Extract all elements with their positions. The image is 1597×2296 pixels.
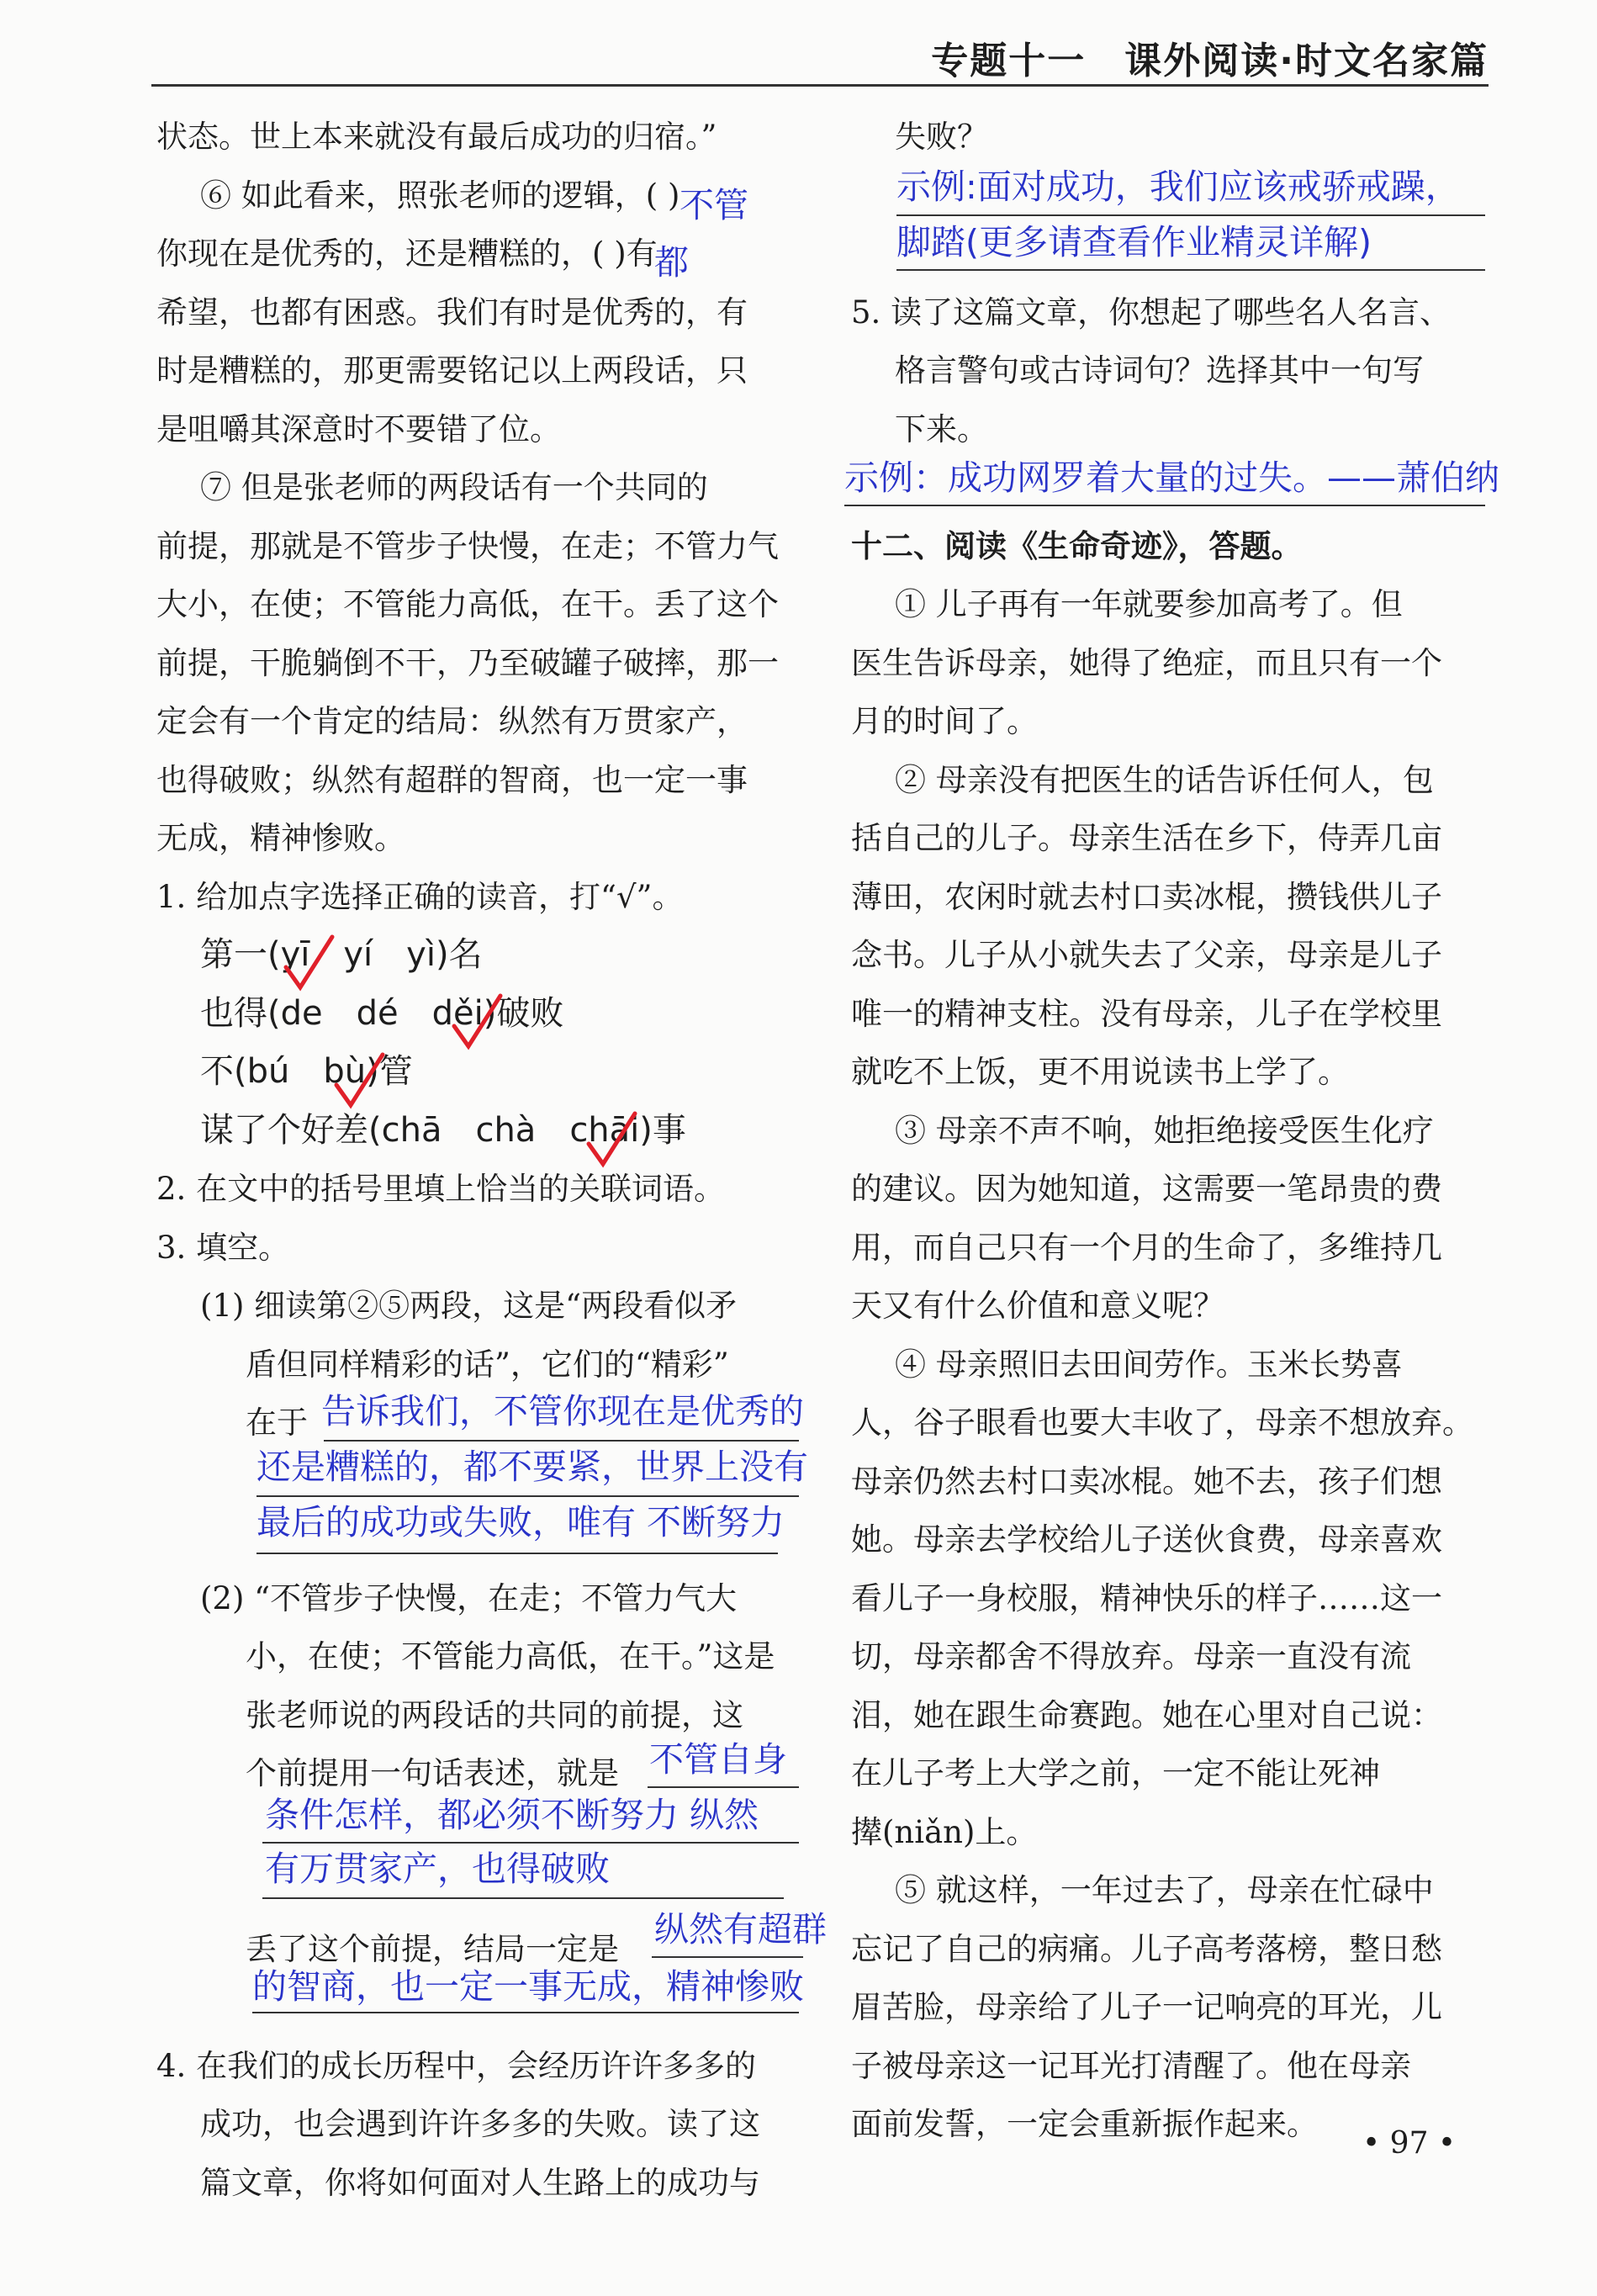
text-line: 念书。儿子从小就失去了父亲，母亲是儿子 bbox=[851, 937, 1442, 973]
handwritten-answer: 不管自身 bbox=[649, 1739, 787, 1780]
answer-underline bbox=[652, 1956, 803, 1958]
handwritten-answer: 最后的成功或失败，唯有 不断努力 bbox=[256, 1502, 785, 1542]
answer-underline bbox=[896, 269, 1485, 271]
text-line: 薄田，农闲时就去村口卖冰棍，攒钱供儿子 bbox=[851, 878, 1442, 915]
pinyin-option-line: 谋了个好差(chā chà chāi)事 bbox=[200, 1110, 686, 1150]
text-line: (1) 细读第②⑤两段，这是“两段看似矛 bbox=[200, 1288, 738, 1324]
text-line: 盾但同样精彩的话”，它们的“精彩” bbox=[246, 1346, 729, 1383]
text-line: 格言警句或古诗词句？选择其中一句写 bbox=[895, 352, 1424, 389]
question-1: 1. 给加点字选择正确的读音，打“√”。 bbox=[156, 878, 684, 915]
handwritten-answer: 有万贯家产，也得破败 bbox=[265, 1849, 610, 1889]
section-heading: 十二、阅读《生命奇迹》，答题。 bbox=[851, 526, 1303, 564]
text-line: ⑥ 如此看来，照张老师的逻辑，( ) bbox=[200, 177, 680, 214]
text-line: ⑤ 就这样，一年过去了，母亲在忙碌中 bbox=[895, 1872, 1434, 1908]
question-2: 2. 在文中的括号里填上恰当的关联词语。 bbox=[156, 1171, 726, 1207]
text-line: ② 母亲没有把医生的话告诉任何人，包 bbox=[895, 761, 1434, 798]
text-line: 在儿子考上大学之前，一定不能让死神 bbox=[851, 1755, 1380, 1791]
text-line: 成功，也会遇到许许多多的失败。读了这 bbox=[200, 2106, 760, 2142]
text-line: 前提，干脆躺倒不干，乃至破罐子破摔，那一 bbox=[156, 644, 779, 681]
text-line: ⑦ 但是张老师的两段话有一个共同的 bbox=[200, 469, 708, 505]
text-line: 前提，那就是不管步子快慢，在走；不管力气 bbox=[156, 527, 779, 564]
handwritten-answer: 不管 bbox=[680, 185, 748, 225]
text-line: 用，而自己只有一个月的生命了，多维持几 bbox=[851, 1229, 1442, 1266]
handwritten-answer: 条件怎样，都必须不断努力 纵然 bbox=[265, 1795, 759, 1835]
handwritten-answer: 告诉我们，不管你现在是优秀的 bbox=[321, 1391, 804, 1431]
handwritten-answer: 还是糟糕的，都不要紧，世界上没有 bbox=[256, 1447, 808, 1487]
handwritten-answer: 都 bbox=[654, 242, 689, 283]
text-line: 篇文章，你将如何面对人生路上的成功与 bbox=[200, 2164, 760, 2201]
answer-underline bbox=[252, 2012, 799, 2013]
check-mark-icon bbox=[584, 1110, 643, 1169]
text-line: ① 儿子再有一年就要参加高考了。但 bbox=[895, 586, 1403, 622]
text-line: (2) “不管步子快慢，在走；不管力气大 bbox=[200, 1579, 738, 1616]
text-line: 个前提用一句话表述，就是 bbox=[246, 1755, 619, 1791]
handwritten-answer: 示例:面对成功，我们应该戒骄戒躁， bbox=[896, 167, 1460, 207]
answer-underline bbox=[256, 1553, 778, 1554]
text-line: 小，在使；不管能力高低，在干。”这是 bbox=[246, 1638, 775, 1674]
handwritten-answer: 脚踏(更多请查看作业精灵详解) bbox=[896, 222, 1372, 262]
pinyin-option-line: 也得(de dé děi)破败 bbox=[200, 993, 564, 1033]
text-line: 的建议。因为她知道，这需要一笔昂贵的费 bbox=[851, 1171, 1442, 1207]
question-5: 5. 读了这篇文章，你想起了哪些名人名言、 bbox=[851, 294, 1452, 331]
handwritten-answer: 纵然有超群 bbox=[654, 1909, 827, 1949]
text-line: 天又有什么价值和意义呢？ bbox=[851, 1288, 1224, 1324]
text-line: 下来。 bbox=[895, 410, 988, 447]
text-line: 在于 bbox=[246, 1405, 308, 1441]
text-line: 希望，也都有困惑。我们有时是优秀的，有 bbox=[156, 294, 748, 331]
text-line: 撵(niǎn)上。 bbox=[851, 1813, 1038, 1850]
text-line: 月的时间了。 bbox=[851, 703, 1038, 739]
answer-underline bbox=[262, 1897, 784, 1899]
question-3: 3. 填空。 bbox=[156, 1229, 290, 1266]
answer-underline bbox=[844, 505, 1485, 506]
check-mark-icon bbox=[332, 1051, 391, 1110]
pinyin-option-line: 不(bú bù)管 bbox=[200, 1052, 413, 1091]
text-line: 丢了这个前提，结局一定是 bbox=[246, 1930, 619, 1967]
text-line: 切，母亲都舍不得放弃。母亲一直没有流 bbox=[851, 1638, 1411, 1674]
right-column bbox=[851, 108, 1490, 2154]
text-line: 唯一的精神支柱。没有母亲，儿子在学校里 bbox=[851, 995, 1442, 1032]
text-line: ③ 母亲不声不响，她拒绝接受医生化疗 bbox=[895, 1112, 1434, 1149]
text-line: 定会有一个肯定的结局：纵然有万贯家产， bbox=[156, 703, 748, 739]
text-line: 括自己的儿子。母亲生活在乡下，侍弄几亩 bbox=[851, 820, 1442, 856]
text-line: 人，谷子眼看也要大丰收了，母亲不想放弃。 bbox=[851, 1405, 1473, 1441]
text-line: 你现在是优秀的，还是糟糕的，( )有 bbox=[156, 235, 658, 272]
text-line: ④ 母亲照旧去田间劳作。玉米长势喜 bbox=[895, 1346, 1403, 1383]
text-line: 就吃不上饭，更不用说读书上学了。 bbox=[851, 1054, 1349, 1090]
text-line: 时是糟糕的，那更需要铭记以上两段话，只 bbox=[156, 352, 748, 389]
text-line: 母亲仍然去村口卖冰棍。她不去，孩子们想 bbox=[851, 1463, 1442, 1500]
text-line: 也得破败；纵然有超群的智商，也一定一事 bbox=[156, 761, 748, 798]
text-line: 子被母亲这一记耳光打清醒了。他在母亲 bbox=[851, 2047, 1411, 2084]
text-line: 无成，精神惨败。 bbox=[156, 820, 405, 856]
text-line: 张老师说的两段话的共同的前提，这 bbox=[246, 1696, 743, 1733]
text-line: 眉苦脸，母亲给了儿子一记响亮的耳光，儿 bbox=[851, 1989, 1442, 2025]
left-column bbox=[156, 108, 783, 2212]
pinyin-option-line: 第一(yī yí yì)名 bbox=[200, 935, 483, 974]
text-line: 失败？ bbox=[895, 119, 988, 155]
text-line: 医生告诉母亲，她得了绝症，而且只有一个 bbox=[851, 644, 1442, 681]
page-header bbox=[151, 25, 1489, 87]
text-line: 是咀嚼其深意时不要错了位。 bbox=[156, 410, 561, 447]
page-number: • 97 • bbox=[1362, 2126, 1457, 2161]
check-mark-icon bbox=[450, 992, 509, 1051]
check-mark-icon bbox=[282, 934, 341, 992]
text-line: 泪，她在跟生命赛跑。她在心里对自己说： bbox=[851, 1696, 1442, 1733]
text-line: 忘记了自己的病痛。儿子高考落榜，整日愁 bbox=[851, 1930, 1442, 1967]
text-line: 看儿子一身校服，精神快乐的样子……这一 bbox=[851, 1579, 1442, 1616]
question-4: 4. 在我们的成长历程中，会经历许许多多的 bbox=[156, 2047, 757, 2084]
text-line: 状态。世上本来就没有最后成功的归宿。” bbox=[156, 119, 717, 155]
text-line: 她。母亲去学校给儿子送伙食费，母亲喜欢 bbox=[851, 1521, 1442, 1558]
text-line: 面前发誓，一定会重新振作起来。 bbox=[851, 2106, 1318, 2142]
handwritten-answer: 的智商，也一定一事无成，精神惨败 bbox=[252, 1966, 804, 2007]
header-title: 专题十一 课外阅读·时文名家篇 bbox=[931, 40, 1489, 82]
handwritten-answer: 示例：成功网罗着大量的过失。——萧伯纳 bbox=[844, 458, 1499, 498]
text-line: 大小，在使；不管能力高低，在干。丢了这个 bbox=[156, 586, 779, 622]
